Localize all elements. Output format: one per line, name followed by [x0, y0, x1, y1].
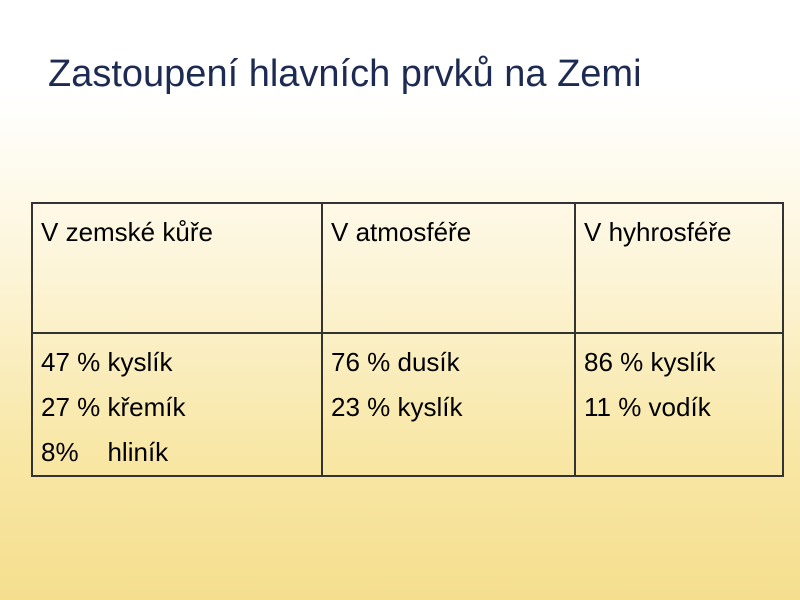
hydrosphere-line-hydrogen: 11 % vodík	[584, 392, 711, 422]
header-cell-crust: V zemské kůře	[32, 203, 322, 333]
table-header-row	[32, 203, 783, 333]
crust-line-silicon: 27 % křemík	[41, 392, 186, 422]
hydrosphere-line-oxygen: 86 % kyslík	[584, 347, 716, 377]
elements-table	[31, 202, 782, 468]
slide-title: Zastoupení hlavních prvků na Zemi	[48, 53, 642, 95]
header-cell-hydrosphere: V hyhrosféře	[575, 203, 783, 333]
table-row	[32, 333, 783, 476]
cell-hydrosphere	[575, 333, 783, 476]
atmosphere-line-nitrogen: 76 % dusík	[331, 347, 460, 377]
cell-crust	[32, 333, 322, 476]
cell-atmosphere	[322, 333, 575, 476]
header-cell-atmosphere: V atmosféře	[322, 203, 575, 333]
atmosphere-line-oxygen: 23 % kyslík	[331, 392, 463, 422]
crust-line-aluminium: 8% hliník	[41, 437, 169, 467]
crust-line-oxygen: 47 % kyslík	[41, 347, 173, 377]
